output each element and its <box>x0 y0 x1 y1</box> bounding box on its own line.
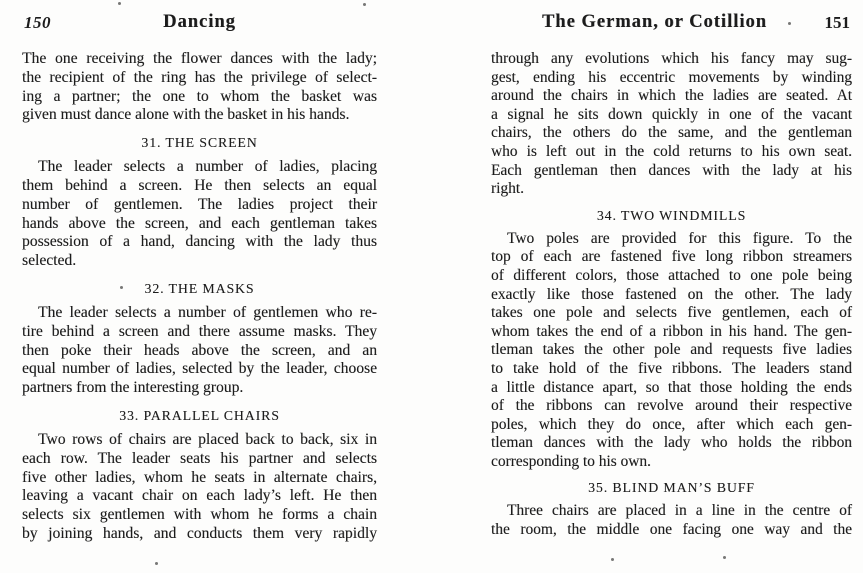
text-line: who is left out in the cold returns to his own seat. <box>491 142 852 160</box>
text-line: each row. The leader seats his partner and selects <box>22 449 377 467</box>
text-line: gest, ending his eccentric movements by winding <box>491 68 852 86</box>
text-line: poles, which they do once, after which each gen- <box>491 415 852 433</box>
text-line: Two rows of chairs are placed back to back, six in <box>38 430 377 448</box>
paragraph <box>22 158 377 271</box>
paragraph <box>491 502 852 539</box>
text-line: Three chairs are placed in a line in the centre of <box>507 502 852 520</box>
page-body-left <box>22 50 377 544</box>
text-line: top of each are fastened five long ribbon streamers <box>491 248 852 266</box>
page-right <box>491 12 852 540</box>
section-heading: 32. THE MASKS <box>144 280 255 296</box>
section-heading: 34. TWO WINDMILLS <box>596 207 747 223</box>
text-line: to take hold of the five ribbons. The leaders stand <box>491 359 852 377</box>
text-line: right. <box>491 180 524 198</box>
text-line: whom takes the end of a ribbon in his hand. The gen- <box>491 322 852 340</box>
page-header-right <box>491 12 852 36</box>
paragraph <box>491 230 852 472</box>
scan-speck <box>118 2 121 5</box>
text-line: by joining hands, and conducts them very rapidly <box>22 524 377 542</box>
page-left <box>22 12 377 544</box>
text-line: equal number of ladies, selected by the leader, choose <box>22 360 377 378</box>
scan-speck <box>723 556 726 559</box>
section-heading: 33. PARALLEL CHAIRS <box>119 407 280 423</box>
paragraph <box>491 50 852 199</box>
scan-speck <box>155 562 158 565</box>
text-line: the room, the middle one facing one way and the <box>491 521 852 539</box>
scan-speck <box>611 558 614 561</box>
page-body-right <box>491 50 852 540</box>
text-line: leaving a vacant chair on each lady’s left. He then <box>22 487 377 505</box>
text-line: tire behind a screen and there assume masks. They <box>22 322 377 340</box>
running-title-right: The German, or Cotillion <box>541 12 768 32</box>
text-line: given must dance alone with the basket in his hands. <box>22 106 350 124</box>
text-line: of the ribbons can revolve around their respective <box>491 397 852 415</box>
text-line: a signal he sits down quickly in one of the vacant <box>491 105 852 123</box>
text-line: The one receiving the flower dances with the lady; <box>22 50 377 67</box>
text-line: then poke their heads above the screen, and an <box>22 341 377 359</box>
text-line: The leader selects a number of ladies, placing <box>38 158 377 176</box>
page-header-left <box>22 12 377 36</box>
running-title-left: Dancing <box>163 12 236 32</box>
text-line: hands above the screen, and each gentleman takes <box>22 214 377 232</box>
text-line: the recipient of the ring has the privilege of select- <box>22 68 377 86</box>
text-line: them behind a screen. He then selects an equal <box>22 176 377 194</box>
text-line: ing a partner; the one to whom the basket was <box>22 87 377 105</box>
text-line: Two poles are provided for this figure. To the <box>507 229 852 247</box>
scan-speck <box>788 22 791 25</box>
section-heading: 35. BLIND MAN’S BUFF <box>588 480 755 496</box>
text-line: possession of a hand, dancing with the lady thus <box>22 233 377 251</box>
text-line: corresponding to his own. <box>491 452 651 470</box>
paragraph <box>22 50 377 125</box>
page-number-right: 151 <box>824 13 850 32</box>
text-line: number of gentlemen. The ladies project their <box>22 195 377 213</box>
text-line: The leader selects a number of gentlemen who re- <box>38 303 377 321</box>
text-line: selected. <box>22 252 77 270</box>
text-line: five other ladies, whom he seats in alternate chairs, <box>22 468 377 486</box>
paragraph <box>22 431 377 544</box>
text-line: exactly like those fastened on the other. The lady <box>491 285 852 303</box>
text-line: selects six gentlemen with whom he forms a chain <box>22 506 377 524</box>
text-line: tleman takes the other pole and requests five ladies <box>491 341 852 359</box>
page-number-left: 150 <box>24 13 51 32</box>
text-line: through any evolutions which his fancy may sug- <box>491 50 852 67</box>
text-line: a little distance apart, so that those holding the ends <box>491 378 852 396</box>
text-line: takes one pole and selects five gentlemen, each of <box>491 304 852 322</box>
text-line: around the chairs in which the ladies are seated. At <box>491 87 852 105</box>
text-line: chairs, the others do the same, and the gentleman <box>491 124 852 142</box>
text-line: partners from the interesting group. <box>22 379 244 397</box>
scan-speck <box>120 286 123 289</box>
text-line: tleman dances with the lady who holds the ribbon <box>491 434 852 452</box>
section-heading: 31. THE SCREEN <box>141 135 258 151</box>
text-line: of different colors, those attached to one pole being <box>491 266 852 284</box>
paragraph <box>22 304 377 398</box>
scan-speck <box>363 3 366 6</box>
text-line: Each gentleman then dances with the lady at his <box>491 161 852 179</box>
